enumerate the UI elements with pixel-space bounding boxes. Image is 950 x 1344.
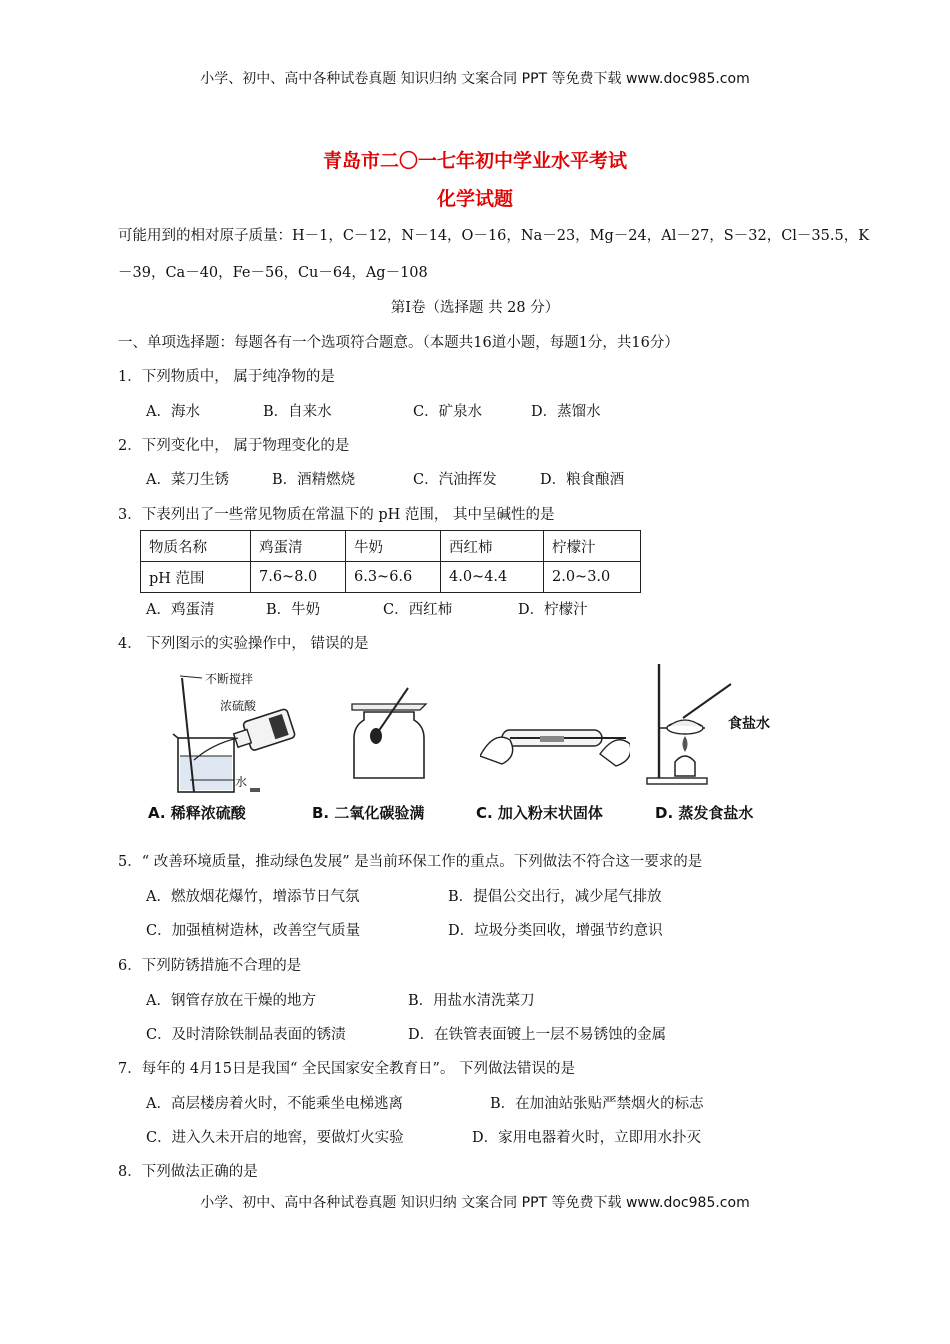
question-6-option-c: C．及时清除铁制品表面的锈渍 [146, 1027, 346, 1043]
question-1-option-d: D．蒸馏水 [531, 404, 601, 420]
question-3-option-a: A．鸡蛋清 [146, 602, 215, 618]
figure-caption-d: D. 蒸发食盐水 [655, 804, 754, 822]
exam-subtitle: 化学试题 [436, 188, 513, 210]
question-1-option-a: A．海水 [146, 404, 200, 420]
table-cell: 鸡蛋清 [251, 531, 346, 562]
question-3-option-b: B．牛奶 [266, 602, 321, 618]
question-6-option-b: B．用盐水清洗菜刀 [408, 993, 535, 1009]
label-salt-water: 食盐水 [728, 716, 770, 732]
ph-table [140, 530, 641, 593]
label-acid: 浓硫酸 [220, 699, 257, 713]
table-row [141, 562, 641, 593]
atomic-mass-line-1: 可能用到的相对原子质量：H－1，C－12，N－14，O－16，Na－23，Mg－24，Al－27，S－32，Cl－35.5，K [118, 228, 870, 244]
table-cell: 4.0~4.4 [441, 562, 544, 593]
question-2-stem: 2．下列变化中， 属于物理变化的是 [118, 438, 350, 454]
question-1-stem: 1．下列物质中， 属于纯净物的是 [118, 369, 335, 385]
question-5-option-b: B．提倡公交出行，减少尾气排放 [448, 889, 662, 905]
question-7-option-c: C．进入久未开启的地窖，要做灯火实验 [146, 1130, 404, 1146]
question-5-option-c: C．加强植树造林，改善空气质量 [146, 923, 361, 939]
question-2-option-a: A．菜刀生锈 [146, 472, 229, 488]
question-2-option-d: D．粮食酿酒 [540, 472, 625, 488]
page-footer: 小学、初中、高中各种试卷真题 知识归纳 文案合同 PPT 等免费下载 www.doc985.com [200, 1195, 750, 1211]
table-cell: 2.0~3.0 [544, 562, 641, 593]
question-7-option-a: A．高层楼房着火时，不能乘坐电梯逃离 [146, 1096, 403, 1112]
question-1-option-b: B．自来水 [263, 404, 332, 420]
label-water: 水 [235, 775, 248, 789]
question-8-stem: 8．下列做法正确的是 [118, 1164, 258, 1180]
question-7-option-d: D．家用电器着火时，立即用水扑灭 [472, 1130, 702, 1146]
figure-caption-a: A. 稀释浓硫酸 [148, 804, 246, 822]
label-stir: 不断搅拌 [205, 672, 254, 686]
table-cell: 柠檬汁 [544, 531, 641, 562]
question-2-option-b: B．酒精燃烧 [272, 472, 356, 488]
question-3-stem: 3．下表列出了一些常见物质在常温下的 pH 范围， 其中呈碱性的是 [118, 507, 555, 523]
question-6-option-a: A．钢管存放在干燥的地方 [146, 993, 316, 1009]
question-6-option-d: D．在铁管表面镀上一层不易锈蚀的金属 [408, 1027, 667, 1043]
question-5-option-d: D．垃圾分类回收，增强节约意识 [448, 923, 663, 939]
question-5-option-a: A．燃放烟花爆竹，增添节日气氛 [146, 889, 360, 905]
figure-caption-c: C. 加入粉末状固体 [476, 804, 603, 822]
question-3-option-d: D．柠檬汁 [518, 602, 588, 618]
table-cell: 西红柿 [441, 531, 544, 562]
question-4-stem: 4． 下列图示的实验操作中， 错误的是 [118, 636, 369, 652]
question-1-option-c: C．矿泉水 [413, 404, 483, 420]
figure-b-co2-check [340, 684, 440, 784]
table-cell: pH 范围 [141, 562, 251, 593]
volume-title: 第Ⅰ卷（选择题 共 28 分） [390, 300, 560, 316]
figure-c-powder [480, 708, 630, 778]
figure-caption-b: B. 二氧化碳验满 [312, 804, 425, 822]
question-3-option-c: C．西红柿 [383, 602, 453, 618]
exam-title: 青岛市二〇一七年初中学业水平考试 [322, 150, 627, 172]
question-7-option-b: B．在加油站张贴严禁烟火的标志 [490, 1096, 704, 1112]
table-row [141, 531, 641, 562]
table-cell: 6.3~6.6 [346, 562, 441, 593]
question-6-stem: 6．下列防锈措施不合理的是 [118, 958, 302, 974]
question-2-option-c: C．汽油挥发 [413, 472, 497, 488]
table-cell: 7.6~8.0 [251, 562, 346, 593]
table-cell: 牛奶 [346, 531, 441, 562]
question-5-stem: 5．“ 改善环境质量，推动绿色发展” 是当前环保工作的重点。下列做法不符合这一要求的是 [118, 854, 703, 870]
table-cell: 物质名称 [141, 531, 251, 562]
question-7-stem: 7．每年的 4月15日是我国“ 全民国家安全教育日”。 下列做法错误的是 [118, 1061, 576, 1077]
atomic-mass-line-2: －39，Ca－40，Fe－56，Cu－64，Ag－108 [118, 265, 428, 281]
section-heading: 一、单项选择题：每题各有一个选项符合题意。（本题共16道小题，每题1分，共16分） [118, 335, 679, 351]
page-header: 小学、初中、高中各种试卷真题 知识归纳 文案合同 PPT 等免费下载 www.doc985.com [200, 71, 750, 87]
